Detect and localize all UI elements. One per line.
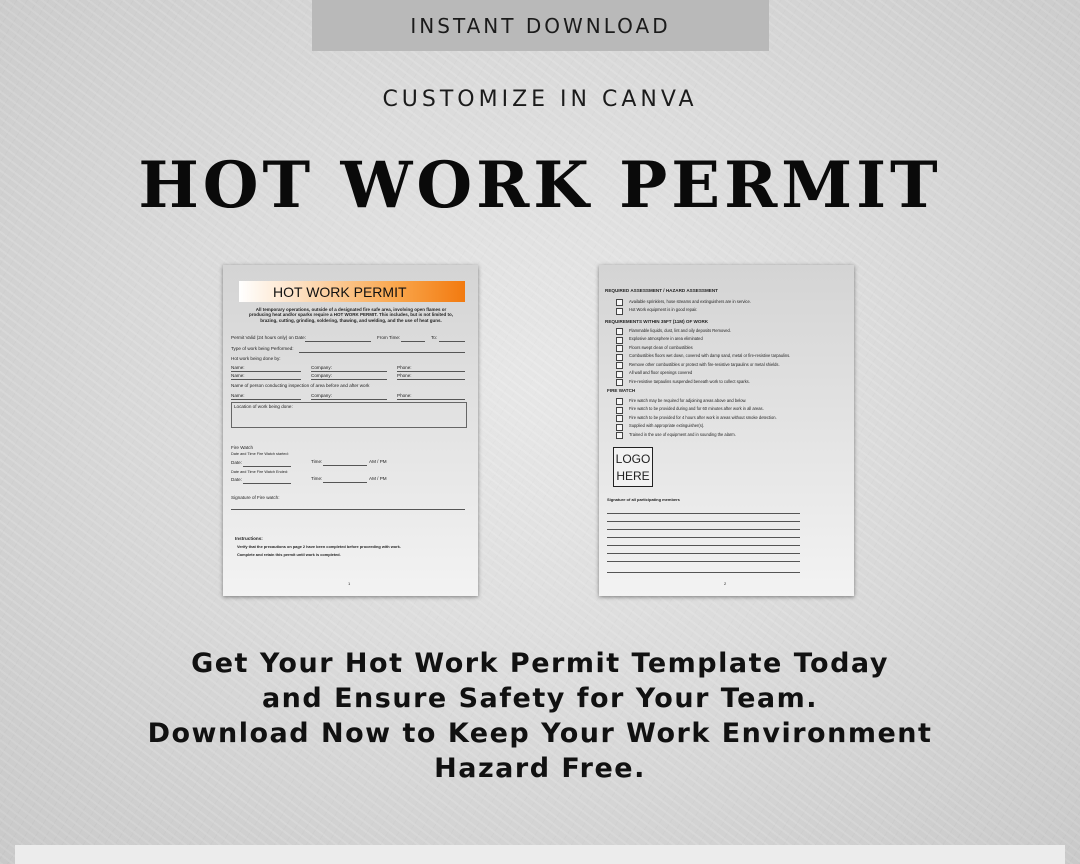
checklist-item: Available sprinklers, hose streams and extinguishers are in service. — [629, 298, 751, 304]
checklist-item: Supplied with appropriate extinguisher(s). — [629, 423, 705, 428]
logo-placeholder — [613, 447, 653, 487]
company-label-3: Company: — [311, 393, 332, 398]
phone-label-2: Phone: — [397, 373, 412, 378]
checkbox — [616, 328, 623, 335]
section-requirements-35ft: REQUIREMENTS WITHIN 35FT (11M) OF WORK — [605, 319, 709, 324]
fire-watch-signature-label: Signature of Fire watch: — [231, 495, 280, 500]
checkbox — [616, 308, 623, 315]
page1-header-bar — [239, 281, 465, 302]
checkbox — [616, 424, 623, 431]
checkbox — [616, 379, 623, 386]
checkbox — [616, 415, 623, 422]
company-label-1: Company: — [311, 365, 332, 370]
phone-label-3: Phone: — [397, 393, 412, 398]
ampm-label-2: AM / PM — [369, 476, 387, 481]
checklist-item: Hot Work equipment is in good repair. — [629, 307, 698, 312]
name-label-2: Name: — [231, 373, 245, 378]
checklist-item: Fire watch to be provided during and for 60 minutes after work in all areas. — [629, 406, 764, 411]
cta-line-2: and Ensure Safety for Your Team. — [261, 683, 819, 714]
permit-page-1-preview — [223, 265, 478, 596]
checklist-item: All wall and floor openings covered — [629, 370, 693, 375]
time-label-2: Time: — [311, 476, 323, 481]
time-label-1: Time: — [311, 459, 323, 464]
checkbox — [616, 398, 623, 405]
checkbox — [616, 407, 623, 414]
checkbox — [616, 354, 623, 361]
instructions-title: Instructions: — [235, 536, 263, 541]
checklist-item: Fire watch may be required for adjoining areas above and below. — [629, 397, 747, 403]
footer-bar — [15, 845, 1065, 864]
cta-line-1: Get Your Hot Work Permit Template Today — [191, 648, 889, 679]
ampm-label-1: AM / PM — [369, 459, 387, 464]
type-of-work-label: Type of work being Performed: — [231, 346, 294, 351]
cta-line-4: Hazard Free. — [434, 753, 646, 784]
banner-label: INSTANT DOWNLOAD — [410, 13, 671, 38]
phone-label-1: Phone: — [397, 365, 412, 370]
checklist-item: Remove other combustibles or protect with fire-resistive tarpaulins or metal shields. — [629, 361, 780, 367]
checklist-item: Fire-resistive tarpaulins suspended beneath work to collect sparks. — [629, 378, 750, 384]
page2-number: 2 — [724, 581, 727, 586]
page-title: HOT WORK PERMIT — [138, 148, 942, 223]
checkbox — [616, 432, 623, 439]
inspector-label: Name of person conducting inspection of area before and after work — [231, 383, 370, 388]
checklist-item: Combustibles floors wet down, covered with damp sand, metal or fire-resistive tarpaulins. — [629, 353, 791, 358]
checklist-item: Explosive atmosphere in area eliminated — [629, 336, 703, 341]
call-to-action — [0, 646, 1080, 786]
company-label-2: Company: — [311, 373, 332, 378]
name-label-3: Name: — [231, 393, 245, 398]
fire-watch-label: Fire Watch — [231, 445, 254, 450]
checkbox — [616, 345, 623, 352]
location-label: Location of work being done: — [234, 404, 293, 409]
section-required-assessment: REQUIRED ASSESSMENT / HAZARD ASSESSMENT — [605, 288, 718, 293]
date-label-2: Date: — [231, 477, 242, 482]
section-fire-watch: FIRE WATCH — [607, 388, 636, 393]
fire-watch-started-label: Date and Time Fire Watch started: — [231, 452, 289, 456]
instant-download-banner — [312, 0, 769, 51]
done-by-label: Hot work being done by: — [231, 356, 281, 361]
participants-signature-label: Signature of all participating members — [607, 497, 680, 502]
checklist-item: Trained in the use of equipment and in sounding the alarm. — [629, 431, 736, 437]
checkbox — [616, 371, 623, 378]
checklist-item: Fire watch to be provided for 4 hours after work in areas without smoke detection. — [629, 414, 777, 420]
to-label: To: — [431, 335, 438, 340]
page-subtitle: CUSTOMIZE IN CANVA — [382, 87, 698, 112]
checkbox — [616, 362, 623, 369]
name-label-1: Name: — [231, 365, 245, 370]
page1-header-title: HOT WORK PERMIT — [273, 284, 407, 300]
fire-watch-ended-label: Date and Time Fire Watch Ended: — [231, 470, 289, 474]
permit-page-2-preview — [599, 265, 854, 596]
date-label-1: Date: — [231, 460, 242, 465]
page1-number: 1 — [348, 581, 351, 586]
instruction-2: Complete and retain this permit until work is completed. — [237, 552, 341, 557]
checkbox — [616, 299, 623, 306]
checklist-item: Flammable liquids, dust, lint and oily deposits Removed. — [629, 327, 731, 333]
from-time-label: From Time: — [377, 335, 401, 340]
cta-line-3: Download Now to Keep Your Work Environment — [147, 718, 933, 749]
checkbox — [616, 337, 623, 344]
logo-line-2: HERE — [616, 469, 650, 483]
instruction-1: Verify that the precautions on page 2 have been completed before proceeding with work. — [237, 544, 401, 549]
logo-line-1: LOGO — [615, 452, 651, 466]
page1-intro: All temporary operations, outside of a designated fire safe area, involving open flames or producing heat and/or sparks require a HOT WORK PERMIT. This includes, but is not limited to, brazing, cutting, grinding, soldering, thawing, and welding, and the use of heat guns. — [248, 307, 454, 323]
permit-valid-label: Permit Valid (24 hours only) on Date: — [231, 335, 306, 340]
checklist-item: Floors swept clean of combustibles — [629, 344, 693, 350]
location-box — [231, 402, 467, 428]
